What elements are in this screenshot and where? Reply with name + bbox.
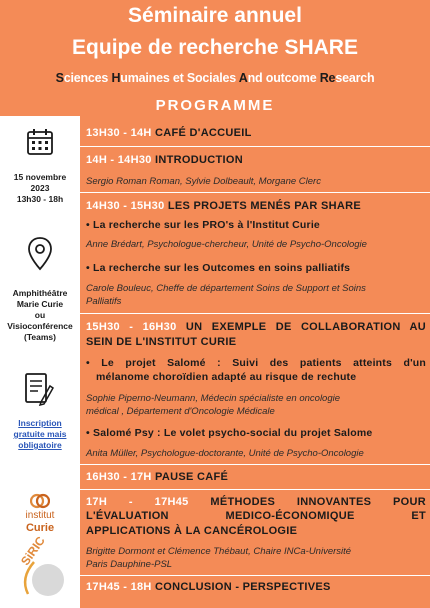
subtitle-part: ciences <box>63 71 112 85</box>
program-list <box>80 116 430 608</box>
speakers: Anne Brédart, Psychologue-chercheur, Unité de Psycho-Oncologie <box>86 239 367 250</box>
event-date <box>0 172 80 205</box>
session-projets-share <box>86 200 426 212</box>
inscription-line: obligatoire <box>18 440 62 451</box>
speakers: médical , Département d'Oncologie Médicale <box>86 406 275 417</box>
talk-title-cont: mélanome choroïdien adapté au risque de rechute <box>96 371 357 383</box>
form-icon <box>24 372 54 406</box>
location-line: ou <box>34 310 46 321</box>
time-line: 13h30 - 18h <box>16 194 64 205</box>
title-line-1: Séminaire annuel <box>128 4 302 27</box>
talk-title: • La recherche sur les PRO's à l'Institut Curie <box>86 219 320 231</box>
speakers: Brigitte Dormont et Clémence Thébaut, Chaire INCa-Université <box>86 546 352 557</box>
map-pin-icon <box>26 236 54 272</box>
session-label: PAUSE CAFÉ <box>155 471 229 483</box>
session-time: 14H - 14H30 <box>86 154 152 166</box>
talk-title: • La recherche sur les Outcomes en soins palliatifs <box>86 262 351 274</box>
talk-title: • Le projet Salomé : Suivi des patients atteints d'un <box>86 357 426 369</box>
session-label: CAFÉ D'ACCUEIL <box>155 127 252 139</box>
session-pause-cafe <box>86 471 426 483</box>
session-label: LES PROJETS MENÉS PAR SHARE <box>167 200 361 212</box>
session-time: 17H45 - 18H <box>86 581 152 593</box>
session-label-cont: APPLICATIONS À LA CANCÉROLOGIE <box>86 525 298 537</box>
session-label: MÉTHODES INNOVANTES POUR <box>210 496 427 508</box>
divider <box>80 192 430 193</box>
siric-text: SiRIC <box>18 533 48 569</box>
speakers: Sophie Piperno-Neumann, Médecin spécialiste en oncologie <box>86 393 341 404</box>
session-label: INTRODUCTION <box>155 154 243 166</box>
session-time: 17H - 17H45 <box>86 496 189 508</box>
subtitle-part: search <box>335 71 375 85</box>
session-time: 13H30 - 14H <box>86 127 152 139</box>
programme-label: PROGRAMME <box>155 97 275 114</box>
siric-logo <box>6 533 74 602</box>
siric-mark-icon <box>6 552 74 602</box>
session-label-cont: L'ÉVALUATION MEDICO-ÉCONOMIQUE ET <box>86 510 426 522</box>
location-line: Amphithéâtre <box>12 288 68 298</box>
divider <box>80 464 430 465</box>
header <box>0 0 430 116</box>
speakers: Anita Müller, Psychologue-doctorante, Unité de Psycho-Oncologie <box>86 448 364 459</box>
session-label: UN EXEMPLE DE COLLABORATION AU <box>185 321 427 333</box>
session-collaboration <box>86 321 426 333</box>
session-label-cont: SEIN DE L'INSTITUT CURIE <box>86 336 237 348</box>
event-location <box>0 288 80 343</box>
session-time: 16H30 - 17H <box>86 471 152 483</box>
speakers: Palliatifs <box>86 296 122 307</box>
session-time: 15H30 - 16H30 <box>86 321 177 333</box>
session-introduction <box>86 154 426 166</box>
session-cafe-accueil <box>86 127 426 139</box>
curie-mark-icon <box>30 492 50 510</box>
date-line: 2023 <box>30 183 50 194</box>
talk-title: • Salomé Psy : Le volet psycho-social du projet Salome <box>86 427 373 439</box>
session-time: 14H30 - 15H30 <box>86 200 165 212</box>
divider <box>80 575 430 576</box>
sidebar <box>0 116 80 608</box>
inscription-line: gratuite mais <box>13 429 67 440</box>
divider <box>80 313 430 314</box>
subtitle-part: S <box>55 71 64 85</box>
inscription-line: Inscription <box>18 418 62 428</box>
subtitle <box>0 71 430 85</box>
speakers: Sergio Roman Roman, Sylvie Dolbeault, Morgane Clerc <box>86 176 321 187</box>
location-line: Visioconférence <box>7 321 73 332</box>
location-line: (Teams) <box>24 332 56 343</box>
speakers: Carole Bouleuc, Cheffe de département Soins de Support et Soins <box>86 283 366 294</box>
session-methodes <box>86 496 426 508</box>
speakers: Paris Dauphine-PSL <box>86 559 173 570</box>
location-line: Marie Curie <box>16 299 64 310</box>
subtitle-part: H <box>111 71 121 85</box>
title-line-2: Equipe de recherche SHARE <box>72 36 358 59</box>
session-conclusion <box>86 581 426 593</box>
session-label: CONCLUSION - PERSPECTIVES <box>155 581 331 593</box>
date-line: 15 novembre <box>13 172 67 182</box>
logo-curie-line-2: Curie <box>25 522 55 534</box>
subtitle-part: A <box>238 71 248 85</box>
subtitle-part: nd outcome <box>247 71 320 85</box>
logo-curie-line-1: institut <box>25 510 55 521</box>
subtitle-part: Re <box>319 71 336 85</box>
subtitle-part: umaines et Sociales <box>120 71 239 85</box>
institut-curie-logo <box>8 492 72 542</box>
divider <box>80 489 430 490</box>
calendar-icon <box>26 128 54 156</box>
inscription-link[interactable] <box>0 418 80 451</box>
divider <box>80 146 430 147</box>
